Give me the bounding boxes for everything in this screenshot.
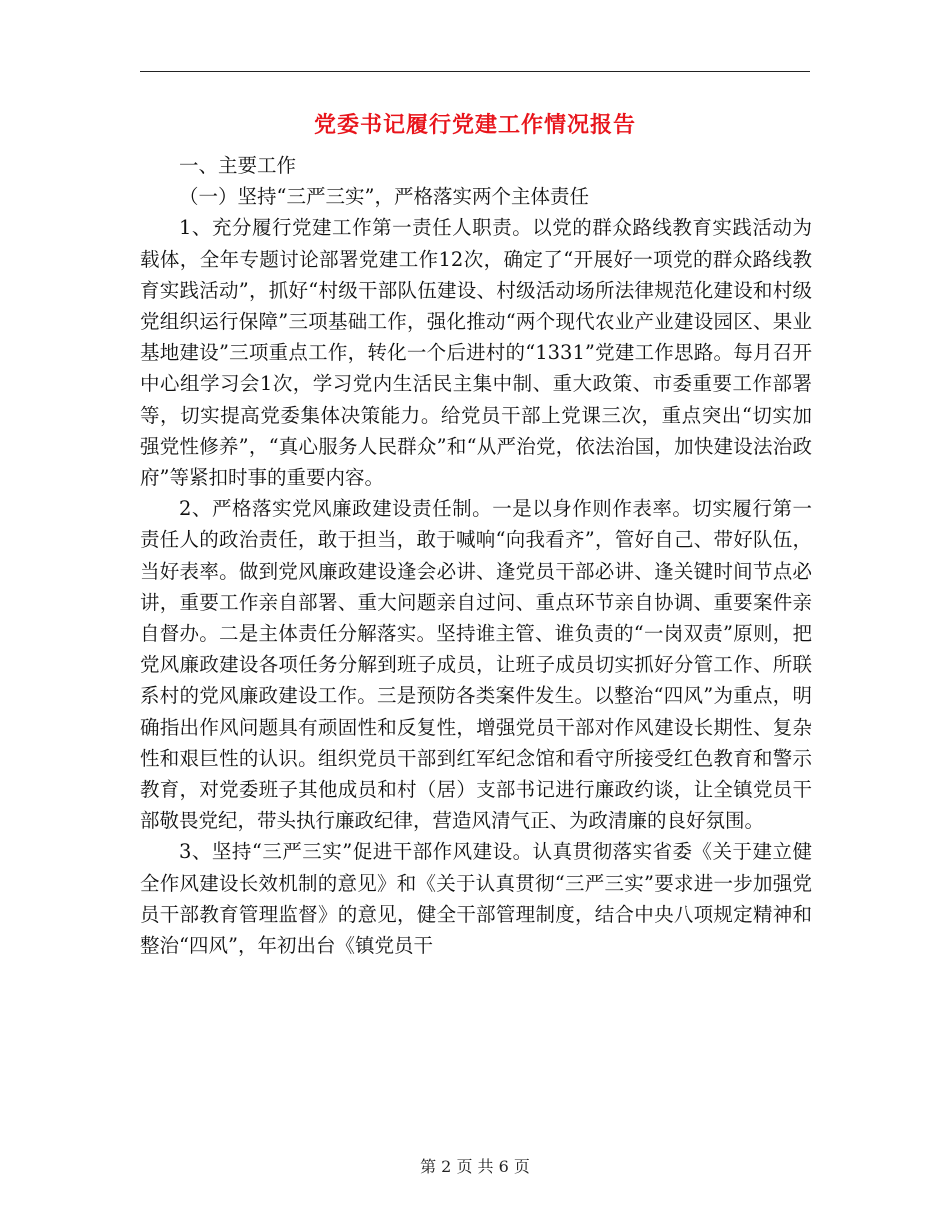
header-rule bbox=[140, 71, 810, 72]
subsection-heading: （一）坚持“三严三实”，严格落实两个主体责任 bbox=[179, 185, 589, 209]
body-paragraph-1: 1、充分履行党建工作第一责任人职责。以党的群众路线教育实践活动为载体，全年专题讨论部署党建工作12次，确定了“开展好一项党的群众路线教育实践活动”，抓好“村级干部队伍建设、村级活动场所法律规范化建设和村级党组织运行保障”三项基础工作，强化推动“两个现代农业产业建设园区、果业基地建设”三项重点工作，转化一个后进村的“1331”党建工作思路。每月召开中心组学习会1次，学习党内生活民主集中制、重大政策、市委重要工作部署等，切实提高党委集体决策能力。给党员干部上党课三次，重点突出“切实加强党性修养”，“真心服务人民群众”和“从严治党，依法治国，加快建设法治政府”等紧扣时事的重要内容。 bbox=[140, 216, 812, 490]
body-paragraph-2: 2、严格落实党风廉政建设责任制。一是以身作则作表率。切实履行第一责任人的政治责任，敢于担当，敢于喊响“向我看齐”，管好自己、带好队伍，当好表率。做到党风廉政建设逢会必讲、逢党员干部必讲、逢关键时间节点必讲，重要工作亲自部署、重大问题亲自过问、重点环节亲自协调、重要案件亲自督办。二是主体责任分解落实。坚持谁主管、谁负责的“一岗双责”原则，把党风廉政建设各项任务分解到班子成员，让班子成员切实抓好分管工作、所联系村的党风廉政建设工作。三是预防各类案件发生。以整治“四风”为重点，明确指出作风问题具有顽固性和反复性，增强党员干部对作风建设长期性、复杂性和艰巨性的认识。组织党员干部到红军纪念馆和看守所接受红色教育和警示教育，对党委班子其他成员和村（居）支部书记进行廉政约谈，让全镇党员干部敬畏党纪，带头执行廉政纪律，营造风清气正、为政清廉的良好氛围。 bbox=[140, 497, 812, 833]
document-title: 党委书记履行党建工作情况报告 bbox=[313, 112, 636, 138]
document-body bbox=[140, 150, 812, 961]
body-paragraph-3: 3、坚持“三严三实”促进干部作风建设。认真贯彻落实省委《关于建立健全作风建设长效机制的意见》和《关于认真贯彻“三严三实”要求进一步加强党员干部教育管理监督》的意见，健全干部管理制度，结合中央八项规定精神和整治“四风”，年初出台《镇党员干 bbox=[140, 840, 812, 958]
section-heading: 一、主要工作 bbox=[179, 154, 297, 177]
page-footer: 第 2 页 共 6 页 bbox=[420, 1157, 530, 1176]
